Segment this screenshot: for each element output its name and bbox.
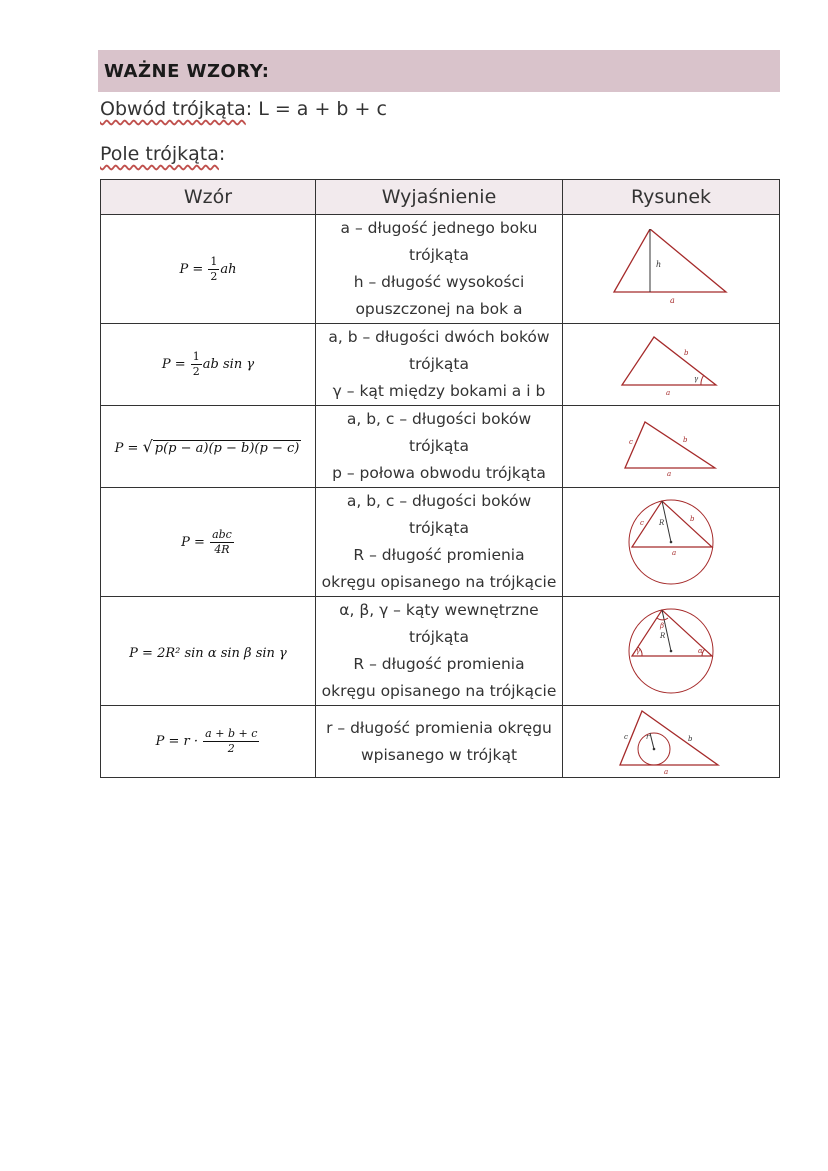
- label-r: r: [646, 732, 650, 741]
- label-a: a: [666, 388, 671, 397]
- explanation-line: trójkąta: [409, 355, 469, 373]
- label-c: c: [624, 732, 628, 741]
- perimeter-formula: : L = a + b + c: [245, 98, 387, 120]
- label-R: R: [660, 632, 666, 640]
- table-row: [101, 324, 780, 406]
- formula-cell: [101, 324, 316, 406]
- explanation-line: wpisanego w trójkąt: [360, 745, 518, 764]
- area-label: Pole trójkąta: [100, 143, 219, 165]
- header-formula: Wzór: [101, 180, 316, 215]
- explanation-line: okręgu opisanego na trójkącie: [321, 682, 557, 700]
- table-header-row: [101, 180, 780, 215]
- drawing-cell: [563, 488, 780, 597]
- label-c: c: [629, 437, 633, 446]
- explanation-line: a, b, c – długości boków: [346, 492, 532, 510]
- explanation-line: okręgu opisanego na trójkącie: [321, 573, 557, 591]
- label-c: c: [640, 519, 644, 527]
- explanation-line: a – długość jednego boku: [340, 219, 538, 237]
- explanation-line: trójkąta: [409, 437, 469, 455]
- triangle-height-diagram: [606, 229, 736, 309]
- label-b: b: [688, 734, 693, 743]
- label-b: b: [684, 348, 689, 357]
- explanation-line: a, b – długości dwóch boków: [328, 328, 550, 346]
- drawing-cell: [563, 324, 780, 406]
- explanation-line: α, β, γ – kąty wewnętrzne: [339, 601, 539, 619]
- explanation-line: trójkąta: [409, 246, 469, 264]
- area-suffix: :: [218, 143, 226, 165]
- table-row: [101, 215, 780, 324]
- page-title: WAŻNE WZORY:: [104, 60, 270, 82]
- drawing-cell: [563, 406, 780, 488]
- formula-heron: P = √ p(p − a)(p − b)(p − c): [114, 437, 300, 456]
- explanation-cell: [316, 406, 563, 488]
- explanation-cell: [316, 597, 563, 706]
- formula-cell: [101, 406, 316, 488]
- explanation-line: a, b, c – długości boków: [346, 410, 532, 428]
- incircle-diagram: [616, 709, 726, 775]
- explanation-line: trójkąta: [409, 519, 469, 537]
- label-b: b: [683, 435, 688, 444]
- explanation-line: r – długość promienia okręgu: [326, 718, 552, 737]
- explanation-line: opuszczonej na bok a: [355, 300, 523, 318]
- title-banner: [98, 50, 780, 92]
- explanation-line: R – długość promienia: [353, 655, 525, 673]
- table-row: [101, 406, 780, 488]
- label-gamma: γ: [694, 374, 699, 383]
- formulas-table: [100, 179, 780, 778]
- explanation-cell: [316, 488, 563, 597]
- perimeter-line: [100, 98, 387, 120]
- formula-sines-product: P = 2R² sin α sin β sin γ: [129, 645, 287, 661]
- perimeter-label: Obwód trójkąta: [100, 98, 246, 120]
- formula-sine: P = $\frac{1}{2}$ ab sin γ: [161, 350, 255, 378]
- explanation-cell: [316, 706, 563, 778]
- drawing-cell: [563, 215, 780, 324]
- explanation-line: γ – kąt między bokami a i b: [332, 382, 546, 400]
- explanation-line: R – długość promienia: [353, 546, 525, 564]
- area-heading: [100, 143, 225, 165]
- triangle-angle-diagram: [616, 333, 726, 397]
- drawing-cell: [563, 706, 780, 778]
- header-explanation: Wyjaśnienie: [316, 180, 563, 215]
- label-h: h: [656, 260, 662, 269]
- label-gamma: γ: [636, 647, 641, 655]
- label-a: a: [672, 549, 677, 557]
- explanation-cell: [316, 324, 563, 406]
- label-a: a: [664, 767, 669, 775]
- explanation-cell: [316, 215, 563, 324]
- angles-circumcircle-diagram: [626, 606, 716, 696]
- table-row: [101, 706, 780, 778]
- explanation-line: h – długość wysokości: [353, 273, 525, 291]
- circumcircle-diagram: [626, 497, 716, 587]
- label-beta: β: [660, 622, 665, 630]
- table-row: [101, 597, 780, 706]
- drawing-cell: [563, 597, 780, 706]
- formula-half-base-height: P = $\frac{1}{2}$ ah: [179, 254, 237, 283]
- formula-cell: [101, 706, 316, 778]
- explanation-line: p – połowa obwodu trójkąta: [332, 464, 546, 482]
- formula-circumradius: P = $\frac{\text{abc}}{4R}$: [181, 527, 232, 556]
- formula-cell: [101, 215, 316, 324]
- label-a: a: [670, 296, 675, 305]
- label-R: R: [659, 519, 665, 527]
- label-a: a: [667, 469, 672, 478]
- formula-inradius: P = r · $\frac{a + b + c}{2}$: [155, 727, 258, 755]
- explanation-line: trójkąta: [409, 628, 469, 646]
- header-drawing: Rysunek: [563, 180, 780, 215]
- triangle-sides-diagram: [621, 416, 721, 478]
- label-b: b: [690, 515, 695, 523]
- formula-cell: [101, 597, 316, 706]
- formula-cell: [101, 488, 316, 597]
- table-row: [101, 488, 780, 597]
- label-alpha: α: [698, 647, 703, 655]
